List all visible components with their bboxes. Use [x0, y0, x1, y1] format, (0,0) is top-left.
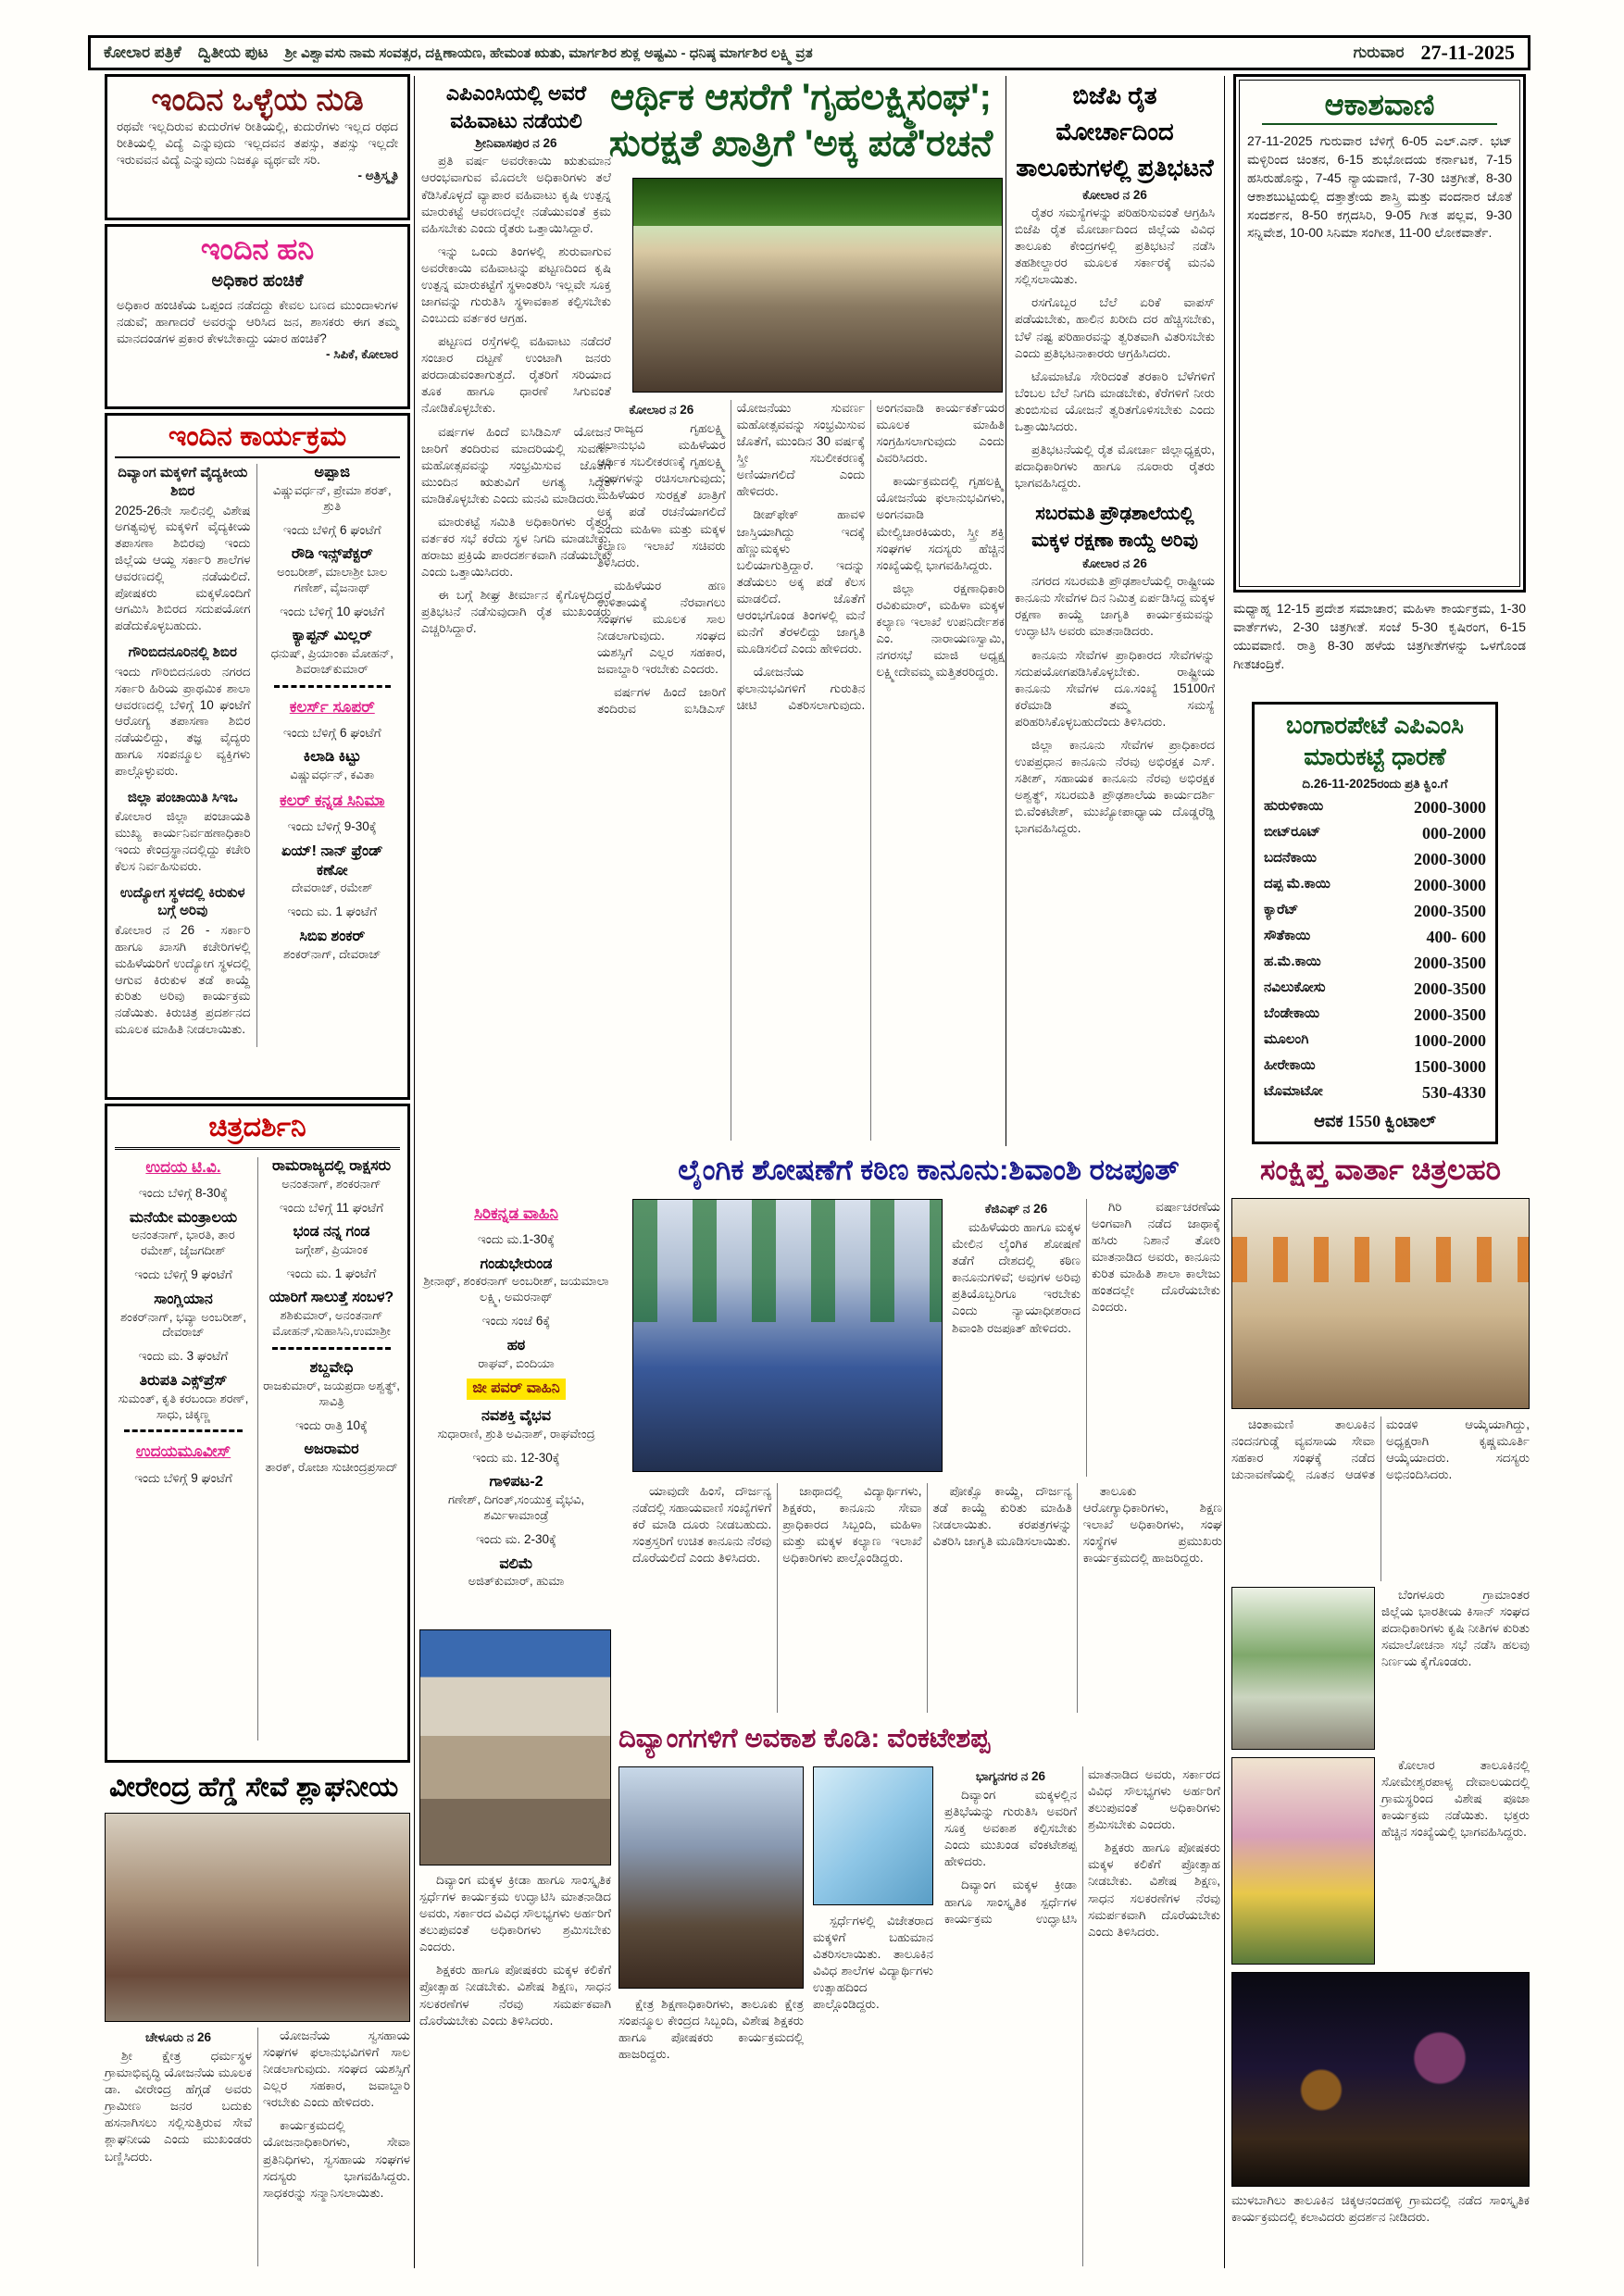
masthead-page-label: ದ್ವಿತೀಯ ಪುಟ	[197, 44, 269, 61]
event-item	[115, 643, 251, 779]
divyanga-article-below-photo	[618, 1996, 804, 2266]
commodity-name: ಬೆಂಡೇಕಾಯಿ	[1264, 1004, 1320, 1021]
tv-listing-name: ಸಿರಿಕನ್ನಡ ವಾಹಿನಿ	[474, 1204, 558, 1222]
main-dateline: ಕೋಲಾರ ನ 26	[629, 403, 694, 417]
paragraph: ಕಾರ್ಯಕ್ರಮದಲ್ಲಿ ಯೋಜನಾಧಿಕಾರಿಗಳು, ಸೇವಾ ಪ್ರತಿನಿಧಿಗಳು, ಸ್ವಸಹಾಯ ಸಂಘಗಳ ಸದಸ್ಯರು ಭಾಗವಹಿಸಿದ್ದರು. ಸಾಧಕರನ್ನು ಸನ್ಮಾನಿಸಲಾಯಿತು.	[263, 2118, 410, 2200]
tv-listing-cast: ಸುಧಾರಾಣಿ, ಶ್ರುತಿ ಅವಿನಾಶ್, ರಾಘವೇಂದ್ರ	[437, 1427, 595, 1441]
event-detail: 2025-26ನೇ ಸಾಲಿನಲ್ಲಿ ವಿಶೇಷ ಅಗತ್ಯವುಳ್ಳ ಮಕ್ಕಳಿಗೆ ವೈದ್ಯಕೀಯ ತಪಾಸಣಾ ಶಿಬಿರವು ಇಂದು ಜಿಲ್ಲೆಯ ಆಯ್ದ ಸರ್ಕಾರಿ ಶಾಲೆಗಳ ಆವರಣದಲ್ಲಿ ನಡೆಯಲಿದೆ. ಪೋಷಕರು ಮಕ್ಕಳೊಂದಿಗೆ ಆಗಮಿಸಿ ಶಿಬಿರದ ಸದುಪಯೋಗ ಪಡೆದುಕೊಳ್ಳಬಹುದು.	[115, 503, 251, 633]
tv-listing-item	[421, 1231, 611, 1248]
tv-listing-cast: ಶಂಕರ್‌ನಾಗ್, ದೇವರಾಜ್	[282, 946, 381, 961]
tv-listing-cast: ಸುಮಂತ್, ಕೃತಿ ಕರಬಂದಾ ಶರಣ್, ಸಾಧು, ಚಿಕ್ಕಣ್ಣ	[118, 1391, 249, 1421]
tv-listing-item	[263, 1441, 400, 1476]
akashavani-box	[1233, 74, 1526, 593]
paragraph: ಟೊಮಾಟೊ ಸೇರಿದಂತೆ ತರಕಾರಿ ಬೆಳೆಗಳಿಗೆ ಬೆಂಬಲ ಬೆಲೆ ನಿಗದಿ ಮಾಡಬೇಕು, ಕೆರೆಗಳಿಗೆ ನೀರು ತುಂಬಿಸುವ ಯೋಜನೆ ತ್ವರಿತಗೊಳಿಸಬೇಕು ಎಂದು ಒತ್ತಾಯಿಸಿದರು.	[1015, 368, 1215, 433]
tv-listing-name: ಇಂದು ರಾತ್ರಿ 10ಕ್ಕೆ	[295, 1417, 368, 1432]
tv-listing-name: ಜೀ ಪವರ್ ವಾಹಿನಿ	[467, 1379, 565, 1400]
paragraph: ಕೋಲಾರ ತಾಲೂಕಿನಲ್ಲಿ ಸೋಮೇಶ್ವರಪಾಳ್ಯ ದೇವಾಲಯದಲ್ಲಿ ಗ್ರಾಮಸ್ಥರಿಂದ ವಿಶೇಷ ಪೂಜಾ ಕಾರ್ಯಕ್ರಮ ನಡೆಯಿತು. ಭಕ್ತರು ಹೆಚ್ಚಿನ ಸಂಖ್ಯೆಯಲ್ಲಿ ಭಾಗವಹಿಸಿದ್ದರು.	[1381, 1758, 1530, 1840]
commodity-price: 2000-3500	[1414, 953, 1486, 972]
akashavani-schedule: 27-11-2025 ಗುರುವಾರ ಬೆಳಿಗ್ಗೆ 6-05 ಎಲ್.ಎನ್. ಭಟ್ ಮಳ್ಳಿರಿಂದ ಚಿಂತನ, 6-15 ಶುಭೋದಯ ಕರ್ನಾಟಕ, 7-15 ಹಸಿರುಹೊನ್ನು, 7-45 ನ್ಯಾಯವಾಣಿ, 7-30 ಚಿತ್ರಗೀತೆ, 8-30 ಆಕಾಶಬುಟ್ಟಿಯಲ್ಲಿ ದತ್ತಾತ್ರೇಯ ಶಾಸ್ತ್ರಿ ಮತ್ತು ವಂದನಾರ ಜೊತೆ ಸಂದರ್ಶನ, 8-50 ಕಗ್ಗದಸಿರಿ, 9-05 ಗೀತ ಪಲ್ಲವ, 9-30 ಸನ್ನಿವೇಶ, 10-00 ಸಿನಿಮಾ ಸಂಗೀತ, 11-00 ಲೋಕವಾರ್ತೆ.	[1247, 133, 1512, 241]
divyanga-article-mid	[813, 1913, 933, 2266]
tv-listing-name: ಶಬ್ದವೇಧಿ	[309, 1360, 354, 1377]
event-title: ಜಿಲ್ಲಾ ಪಂಚಾಯಿತಿ ಸಿಇಒ	[127, 789, 238, 805]
hani-body: ಅಧಿಕಾರ ಹಂಚಿಕೆಯ ಒಪ್ಪಂದ ನಡೆದದ್ದು ಕೇವಲ ಬಣದ ಮುಂದಾಳುಗಳ ನಡುವೆ; ಹಾಗಾದರೆ ಅವರನ್ನು ಆರಿಸಿದ ಜನ, ಶಾಸಕರು ಈಗ ತಮ್ಮ ಮಾನದಂಡಗಳ ಪ್ರಕಾರ ಕೇಳಬೇಕಾದ್ದು ಯಾರ ಹಂಚಿಕೆ?	[117, 298, 398, 346]
price-row	[1264, 850, 1486, 869]
photo-stage-felicitation	[105, 1813, 410, 2022]
tv-listing-name: ವಲಿಮೆ	[499, 1555, 533, 1572]
column-rule	[414, 76, 415, 2268]
tv-listing-cast: ವಿಷ್ಣುವರ್ಧನ್, ಕವಿತಾ	[290, 767, 375, 782]
tv-listing-item	[265, 627, 401, 678]
tv-listing-name: ಕಲರ್ ಕನ್ನಡ ಸಿನಿಮಾ	[280, 792, 385, 810]
price-row	[1264, 1031, 1486, 1051]
tv-listing-name: ಗಂಡುಭೇರುಂಡ	[480, 1255, 553, 1272]
photo-temple-garland	[1231, 1757, 1375, 1965]
tv-listing-name: ಇಂದು ಮ. 3 ಘಂಟೆಗೆ	[138, 1349, 229, 1364]
laingika-headline: ಲೈಂಗಿಕ ಶೋಷಣೆಗೆ ಕಠಿಣ ಕಾನೂನು:ಶಿವಾಂಶಿ ರಜಪೂತ್	[678, 1154, 1180, 1186]
event-detail: ಕೋಲಾರ ಜಿಲ್ಲಾ ಪಂಚಾಯತಿ ಮುಖ್ಯ ಕಾರ್ಯನಿರ್ವಹಣಾಧಿಕಾರಿ ಇಂದು ಕೇಂದ್ರಸ್ಥಾನದಲ್ಲಿದ್ದು ಕಚೇರಿ ಕೆಲಸ ನಿರ್ವಹಿಸುವರು.	[115, 809, 251, 873]
tv-listing-cast: ಅಂಬರೀಶ್, ಮಾಲಾಶ್ರೀ ಬಾಲ ಗಣೇಶ್, ವೈಜನಾಥ್	[277, 564, 388, 594]
tv-listing-cast: ಧನುಷ್, ಪ್ರಿಯಾಂಕಾ ಮೋಹನ್, ಶಿವರಾಜ್‌ಕುಮಾರ್	[270, 646, 394, 676]
tv-listing-name: ಇಂದು ಸಂಜೆ 6ಕ್ಕೆ	[481, 1314, 551, 1329]
tv-listing-name: ಉದಯ ಟಿ.ವಿ.	[145, 1158, 221, 1176]
tv-listing-name: ಕಿಲಾಡಿ ಕಿಟ್ಟು	[303, 749, 361, 766]
photo-flags	[633, 1200, 942, 1322]
paragraph: ವರ್ಷಗಳ ಹಿಂದೆ ಐಸಿಡಿಎಸ್ ಯೋಜನೆ ಜಾರಿಗೆ ತಂದಿರುವ ಮಾದರಿಯಲ್ಲಿ ಸುವರ್ಣ ಮಹೋತ್ಸವವನ್ನು ಸಂಭ್ರಮಿಸುವ ಜೊತೆಗೆ ಮುಂದಿನ ಋತುವಿಗೆ ಅಗತ್ಯ ಸಿದ್ಧತೆ ಮಾಡಿಕೊಳ್ಳಬೇಕು ಎಂದು ಮನವಿ ಮಾಡಿದರು.	[421, 424, 611, 505]
tv-listing-name: ಇಂದು ಮ. 2-30ಕ್ಕೆ	[476, 1532, 556, 1547]
paragraph: ಪಟ್ಟಣದ ರಸ್ತೆಗಳಲ್ಲಿ ವಹಿವಾಟು ನಡೆದರೆ ಸಂಚಾರ ದಟ್ಟಣೆ ಉಂಟಾಗಿ ಜನರು ಪರದಾಡುವಂತಾಗುತ್ತದೆ. ರೈತರಿಗೆ ಸರಿಯಾದ ತೂಕ ಹಾಗೂ ಧಾರಣೆ ಸಿಗುವಂತೆ ನೋಡಿಕೊಳ್ಳಬೇಕು.	[421, 334, 611, 416]
tv-listing-item	[115, 1157, 252, 1178]
paragraph: ಚಿಂತಾಮಣಿ ತಾಲೂಕಿನ ನಂದನಗುಡ್ಡೆ ವ್ಯವಸಾಯ ಸೇವಾ ಸಹಕಾರ ಸಂಘಕ್ಕೆ ನಡೆದ ಚುನಾವಣೆಯಲ್ಲಿ ನೂತನ ಆಡಳಿತ ಮಂಡಳಿ ಆಯ್ಕೆಯಾಗಿದ್ದು, ಅಧ್ಯಕ್ಷರಾಗಿ ಕೃಷ್ಣಮೂರ್ತಿ ಆಯ್ಕೆಯಾದರು. ಸದಸ್ಯರು ಅಭಿನಂದಿಸಿದರು.	[1231, 1417, 1530, 1482]
karyakrama-events	[115, 464, 257, 1047]
tv-listing-name: ಇಂದು ಬೆಳಿಗ್ಗೆ 6 ಘಂಟೆಗೆ	[282, 522, 381, 537]
commodity-price: 2000-3500	[1414, 979, 1486, 998]
price-row	[1264, 1005, 1486, 1025]
sankshipta-brief-2	[1381, 1587, 1530, 1750]
price-row	[1264, 876, 1486, 895]
tv-listing-name: ಅಪ್ಪಾಜಿ	[314, 465, 350, 480]
divyanga-dateline: ಭಾಗ್ಯನಗರ ನ 26	[975, 1769, 1046, 1783]
paragraph: ಪ್ರತಿಭಟನೆಯಲ್ಲಿ ರೈತ ಮೋರ್ಚಾ ಜಿಲ್ಲಾಧ್ಯಕ್ಷರು, ಪದಾಧಿಕಾರಿಗಳು ಹಾಗೂ ನೂರಾರು ರೈತರು ಭಾಗವಹಿಸಿದ್ದರು.	[1015, 443, 1215, 491]
price-row	[1264, 928, 1486, 947]
veerendra-dateline: ಚೇಳೂರು ನ 26	[144, 2030, 212, 2044]
paragraph: ಜಿಲ್ಲಾ ರಕ್ಷಣಾಧಿಕಾರಿ ರವಿಕುಮಾರ್, ಮಹಿಳಾ ಮಕ್ಕಳ ಕಲ್ಯಾಣ ಇಲಾಖೆ ಉಪನಿರ್ದೇಶಕ ಎಂ. ನಾರಾಯಣಸ್ವಾಮಿ, ನಗರಸಭೆ ಮಾಜಿ ಅಧ್ಯಕ್ಷ ಲಕ್ಷ್ಮೀದೇವಮ್ಮ ಮತ್ತಿತರರಿದ್ದರು.	[876, 580, 1005, 680]
tv-listing-cast: ಶಂಕರ್‌ನಾಗ್, ಭವ್ಯಾ ಅಂಬರೀಶ್, ದೇವರಾಜ್	[119, 1309, 246, 1340]
tv-listing-name: ಗಾಳಿಪಟ-2	[489, 1474, 543, 1491]
tv-listing-name: ಸಾಂಗ್ಲಿಯಾನ	[154, 1291, 213, 1307]
hani-title: ಇಂದಿನ ಹನಿ	[200, 232, 315, 266]
commodity-price: 530-4330	[1422, 1082, 1486, 1102]
tv-listing-item	[263, 1289, 400, 1340]
akashavani-title: ಆಕಾಶವಾಣಿ	[1262, 88, 1497, 125]
paragraph: ಕಾನೂನು ಸೇವೆಗಳ ಪ್ರಾಧಿಕಾರದ ಸೇವೆಗಳನ್ನು ಸದುಪಯೋಗಪಡಿಸಿಕೊಳ್ಳಬೇಕು. ರಾಷ್ಟ್ರೀಯ ಕಾನೂನು ಸೇವೆಗಳ ದೂ.ಸಂಖ್ಯೆ 15100ಗೆ ಕರೆಮಾಡಿ ತಮ್ಮ ಸಮಸ್ಯೆ ಪರಿಹರಿಸಿಕೊಳ್ಳಬಹುದೆಂದು ತಿಳಿಸಿದರು.	[1015, 647, 1215, 729]
commodity-name: ನವಿಲುಕೋಸು	[1264, 979, 1326, 995]
commodity-name: ಮೂಲಂಗಿ	[1264, 1030, 1309, 1047]
tv-listing-name: ಇಂದು ಮ. 1 ಘಂಟೆಗೆ	[287, 905, 377, 919]
paragraph: ಇನ್ನು ಒಂದು ತಿಂಗಳಲ್ಲಿ ಶುರುವಾಗುವ ಅವರೇಕಾಯಿ ವಹಿವಾಟನ್ನು ಪಟ್ಟಣದಿಂದ ಕೃಷಿ ಉತ್ಪನ್ನ ಮಾರುಕಟ್ಟೆಗೆ ಸ್ಥಳಾಂತರಿಸಿ ಇಲ್ಲವೇ ಸೂಕ್ತ ಜಾಗವನ್ನು ಗುರುತಿಸಿ ಸ್ಥಳಾವಕಾಶ ಕಲ್ಪಿಸಬೇಕು ಎಂಬುದು ವರ್ತಕರ ಆಗ್ರಹ.	[421, 243, 611, 326]
tv-listing-name: ಇಂದು ಮ.1-30ಕ್ಕೆ	[477, 1232, 556, 1247]
tv-listing-name: ಉದಯಮೂವೀಸ್	[135, 1442, 231, 1461]
paragraph: ಮಹಿಳೆಯರ ಹಣ ಉಳಿತಾಯಕ್ಕೆ ನೆರವಾಗಲು ಸಂಘಗಳ ಮೂಲಕ ಸಾಲ ನೀಡಲಾಗುವುದು. ಸಂಘದ ಯಶಸ್ಸಿಗೆ ಎಲ್ಲರ ಸಹಕಾರ, ಜವಾಬ್ದಾರಿ ಇರಬೇಕು ಎಂದರು.	[597, 578, 726, 677]
tv-listing-name: ತಿರುಪತಿ ಎಕ್ಸ್‌ಪ್ರೆಸ್	[139, 1372, 228, 1389]
tv-listing-name: ಇಂದು ಬೆಳಿಗ್ಗೆ 8-30ಕ್ಕೆ	[139, 1186, 228, 1201]
paragraph: ಯೋಜನೆಯ ಫಲಾನುಭವಿಗಳಿಗೆ ಗುರುತಿನ ಚೀಟಿ ವಿತರಿಸಲಾಗುವುದು. ಅಂಗನವಾಡಿ ಕಾರ್ಯಕರ್ತೆಯರ ಮೂಲಕ ಮಾಹಿತಿ ಸಂಗ್ರಹಿಸಲಾಗುವುದು ಎಂದು ವಿವರಿಸಿದರು.	[736, 401, 1005, 713]
good-word-body: ರಥವೇ ಇಲ್ಲದಿರುವ ಕುದುರೆಗಳ ರೀತಿಯಲ್ಲಿ, ಕುದುರೆಗಳು ಇಲ್ಲದ ರಥದ ರೀತಿಯಲ್ಲಿ ವಿದ್ಯೆ ಎನ್ನುವುದು ಇಲ್ಲದವನ ತಪಸ್ಸು, ತಪಸ್ಸು ಇಲ್ಲದೇ ಇರುವವನ ವಿದ್ಯೆ ಎನ್ನುವುದು ನಿಜಕ್ಕೂ ವ್ಯರ್ಥವೇ ಸರಿ.	[117, 119, 398, 168]
market-rows	[1264, 798, 1486, 1103]
photo-turbans	[1232, 1237, 1529, 1283]
tv-listing-item	[263, 1417, 400, 1434]
paragraph: ಶ್ರೀ ಕ್ಷೇತ್ರ ಧರ್ಮಸ್ಥಳ ಗ್ರಾಮಾಭಿವೃದ್ಧಿ ಯೋಜನೆಯ ಮೂಲಕ ಡಾ. ವೀರೇಂದ್ರ ಹೆಗ್ಗಡೆ ಅವರು ಗ್ರಾಮೀಣ ಜನರ ಬದುಕು ಹಸನಾಗಿಸಲು ಸಲ್ಲಿಸುತ್ತಿರುವ ಸೇವೆ ಶ್ಲಾಘನೀಯ ಎಂದು ಮುಖಂಡರು ಬಣ್ಣಿಸಿದರು.	[105, 2049, 252, 2164]
tv-listing-item	[421, 1555, 611, 1591]
tv-listing-item	[421, 1450, 611, 1466]
divyanga-article-left	[419, 1872, 611, 2266]
paragraph: ಶಿಕ್ಷಕರು ಹಾಗೂ ಪೋಷಕರು ಮಕ್ಕಳ ಕಲಿಕೆಗೆ ಪ್ರೋತ್ಸಾಹ ನೀಡಬೇಕು. ವಿಶೇಷ ಶಿಕ್ಷಣ, ಸಾಧನ ಸಲಕರಣೆಗಳ ನೆರವು ಸಮರ್ಪಕವಾಗಿ ದೊರೆಯಬೇಕು ಎಂದು ತಿಳಿಸಿದರು.	[419, 1963, 611, 2028]
sabarmati-headline: ಸಬರಮತಿ ಪ್ರೌಢಶಾಲೆಯಲ್ಲಿ ಮಕ್ಕಳ ರಕ್ಷಣಾ ಕಾಯ್ದೆ ಅರಿವು	[1031, 504, 1198, 552]
paragraph: ವರ್ಷಗಳ ಹಿಂದೆ ಜಾರಿಗೆ ತಂದಿರುವ ಐಸಿಡಿಎಸ್ ಯೋಜನೆಯು ಸುವರ್ಣ ಮಹೋತ್ಸವವನ್ನು ಸಂಭ್ರಮಿಸುವ ಜೊತೆಗೆ, ಮುಂದಿನ 30 ವರ್ಷಕ್ಕೆ ಸ್ತ್ರೀ ಸಬಲೀಕರಣಕ್ಕೆ ಅಣಿಯಾಗಲಿದೆ ಎಂದು ಹೇಳಿದರು.	[597, 401, 866, 717]
photo-kisan-meeting	[1231, 1587, 1375, 1750]
paragraph: ತಾಲೂಕು ಆರೋಗ್ಯಾಧಿಕಾರಿಗಳು, ಶಿಕ್ಷಣ ಇಲಾಖೆ ಅಧಿಕಾರಿಗಳು, ಸಂಘ ಸಂಸ್ಥೆಗಳ ಪ್ರಮುಖರು ಕಾರ್ಯಕ್ರಮದಲ್ಲಿ ಹಾಜರಿದ್ದರು.	[1082, 1484, 1222, 1566]
apmc-headline: ಎಪಿಎಂಸಿಯಲ್ಲಿ ಅವರೆ ವಹಿವಾಟು ನಡೆಯಲಿ	[445, 81, 587, 132]
tv-listing-item	[421, 1473, 611, 1524]
good-word-box	[105, 74, 410, 220]
main-headline-line1: ಆರ್ಥಿಕ ಆಸರೆಗೆ 'ಗೃಹಲಕ್ಷ್ಮಿಸಂಘ';	[610, 77, 992, 118]
sankshipta-brief-3	[1381, 1757, 1530, 1965]
commodity-name: ಹುರುಳಿಕಾಯಿ	[1264, 797, 1324, 814]
tv-listing-item	[265, 791, 401, 811]
tv-listing-name: ಮನೆಯೇ ಮಂತ್ರಾಲಯ	[129, 1209, 238, 1226]
apmc-article	[421, 80, 611, 643]
tv-listing-name: ರಾಮರಾಜ್ಯದಲ್ಲಿ ರಾಕ್ಷಸರು	[271, 1158, 392, 1174]
tv-listing-item	[265, 904, 401, 920]
tv-listing-name: ಏಯ್! ನಾನ್ ಫ್ರೆಂಡ್ ಕಣೋ	[281, 842, 383, 879]
sabarmati-dateline: ಕೋಲಾರ ನ 26	[1082, 556, 1147, 571]
tv-listing-cast: ಅಜಿತ್‌ಕುಮಾರ್, ಹುಮಾ	[468, 1574, 565, 1589]
sankshipta-title: ಸಂಕ್ಷಿಪ್ತ ವಾರ್ತಾ ಚಿತ್ರಲಹರಿ	[1259, 1154, 1502, 1186]
laingika-dateline: ಕೆಜಿಎಫ್ ನ 26	[984, 1202, 1048, 1216]
tv-listing-item	[272, 1347, 391, 1350]
paragraph: ರಸಗೊಬ್ಬರ ಬೆಲೆ ಏರಿಕೆ ವಾಪಸ್ ಪಡೆಯಬೇಕು, ಹಾಲಿನ ಖರೀದಿ ದರ ಹೆಚ್ಚಿಸಬೇಕು, ಬೆಳೆ ನಷ್ಟ ಪರಿಹಾರವನ್ನು ತ್ವರಿತವಾಗಿ ವಿತರಿಸಬೇಕು ಎಂದು ಪ್ರತಿಭಟನಾಕಾರರು ಆಗ್ರಹಿಸಿದರು.	[1015, 295, 1215, 360]
tv-listing-item	[115, 1470, 252, 1487]
commodity-price: 2000-3500	[1414, 1004, 1486, 1024]
paragraph: ಯಾವುದೇ ಹಿಂಸೆ, ದೌರ್ಜನ್ಯ ನಡೆದಲ್ಲಿ ಸಹಾಯವಾಣಿ ಸಂಖ್ಯೆಗಳಿಗೆ ಕರೆ ಮಾಡಿ ದೂರು ನೀಡಬಹುದು. ಸಂತ್ರಸ್ತರಿಗೆ ಉಚಿತ ಕಾನೂನು ನೆರವು ದೊರೆಯಲಿದೆ ಎಂದು ತಿಳಿಸಿದರು.	[632, 1484, 772, 1566]
commodity-name: ಸೌತೆಕಾಯಿ	[1264, 927, 1311, 943]
paragraph: ಕಾರ್ಯಕ್ರಮದಲ್ಲಿ ಗೃಹಲಕ್ಷ್ಮಿ ಯೋಜನೆಯ ಫಲಾನುಭವಿಗಳು, ಅಂಗನವಾಡಿ ಮೇಲ್ವಿಚಾರಕಿಯರು, ಸ್ತ್ರೀ ಶಕ್ತಿ ಸಂಘಗಳ ಸದಸ್ಯರು ಹೆಚ್ಚಿನ ಸಂಖ್ಯೆಯಲ್ಲಿ ಭಾಗವಹಿಸಿದ್ದರು.	[876, 474, 1005, 572]
apmc-dateline: ಶ್ರೀನಿವಾಸಪುರ ನ 26	[475, 136, 557, 151]
tv-listing-item	[265, 748, 401, 783]
price-row	[1264, 824, 1486, 843]
tv-listing-item	[265, 928, 401, 963]
price-row	[1264, 980, 1486, 999]
tv-listing-item	[421, 1531, 611, 1548]
paragraph: ಗಿರಿ ವರ್ಷಾಚರಣೆಯ ಅಂಗವಾಗಿ ನಡೆದ ಜಾಥಾಕ್ಕೆ ಹಸಿರು ನಿಶಾನೆ ತೋರಿ ಮಾತನಾಡಿದ ಅವರು, ಕಾನೂನು ಕುರಿತ ಮಾಹಿತಿ ಶಾಲಾ ಕಾಲೇಜು ಹಂತದಲ್ಲೇ ದೊರೆಯಬೇಕು ಎಂದರು.	[1092, 1200, 1220, 1315]
paragraph: ಪ್ರತಿ ವರ್ಷ ಅವರೇಕಾಯಿ ಋತುಮಾನ ಆರಂಭವಾಗುವ ಮೊದಲೇ ಅಧಿಕಾರಿಗಳು ತಲೆ ಕೆಡಿಸಿಕೊಳ್ಳದೆ ವ್ಯಾಪಾರ ವಹಿವಾಟು ಕೃಷಿ ಉತ್ಪನ್ನ ಮಾರುಕಟ್ಟೆ ಆವರಣದಲ್ಲೇ ನಡೆಯುವಂತೆ ಕ್ರಮ ವಹಿಸಬೇಕು ಎಂದು ರೈತರು ಒತ್ತಾಯಿಸಿದ್ದಾರೆ.	[421, 154, 611, 235]
tv-listing-name: ಇಂದು ಬೆಳಿಗ್ಗೆ 9 ಘಂಟೆಗೆ	[134, 1267, 232, 1282]
price-row	[1264, 954, 1486, 973]
tv-listing-item	[265, 545, 401, 596]
commodity-name: ಬೀಟ್‌ರೂಟ್	[1264, 823, 1321, 840]
tv-listing-item	[124, 1429, 243, 1432]
tv-listing-item	[265, 818, 401, 835]
veerendra-article	[105, 2028, 410, 2266]
tv-listing-item	[421, 1407, 611, 1442]
paragraph: ಪೋಕ್ಸೊ ಕಾಯ್ದೆ, ದೌರ್ಜನ್ಯ ತಡೆ ಕಾಯ್ದೆ ಕುರಿತು ಮಾಹಿತಿ ನೀಡಲಾಯಿತು. ಕರಪತ್ರಗಳನ್ನು ವಿತರಿಸಿ ಜಾಗೃತಿ ಮೂಡಿಸಲಾಯಿತು.	[932, 1484, 1072, 1549]
akashavani-schedule-cont: ಮಧ್ಯಾಹ್ನ 12-15 ಪ್ರದೇಶ ಸಮಾಚಾರ; ಮಹಿಳಾ ಕಾರ್ಯಕ್ರಮ, 1-30 ವಾರ್ತೆಗಳು, 2-30 ಚಿತ್ರಗೀತೆ. ಸಂಜೆ 5-30 ಕೃಷಿರಂಗ, 6-15 ಯುವವಾಣಿ. ರಾತ್ರಿ 8-30 ಹಳೆಯ ಚಿತ್ರಗೀತೆಗಳನ್ನು ಒಳಗೊಂಡ ಗೀತಚಂದ್ರಿಕೆ.	[1233, 601, 1526, 671]
tv-listing-cast: ಅನಂತನಾಗ್, ಭಾರತಿ, ತಾರ ರಮೇಶ್, ಜೈಜಗದೀಶ್	[131, 1228, 235, 1258]
main-headline-line2: ಸುರಕ್ಷತೆ ಖಾತ್ರಿಗೆ 'ಅಕ್ಕ ಪಡೆ'ರಚನೆ	[608, 123, 993, 164]
commodity-name: ಟೊಮಾಟೋ	[1264, 1082, 1323, 1099]
tv-listing-item	[421, 1255, 611, 1306]
paragraph: ಜಿಲ್ಲಾ ಕಾನೂನು ಸೇವೆಗಳ ಪ್ರಾಧಿಕಾರದ ಉಪಪ್ರಧಾನ ಕಾನೂನು ನೆರವು ಅಭಿರಕ್ಷಕ ಎಸ್. ಸತೀಶ್, ಸಹಾಯಕ ಕಾನೂನು ನೆರವು ಅಭಿರಕ್ಷಕ ಅಶ್ವತ್ಥ್, ಸಬರಮತಿ ಪ್ರೌಢಶಾಲೆಯ ಕಾರ್ಯದರ್ಶಿ ಬಿ.ವೆಂಕಟೇಶ್, ಮುಖ್ಯೋಪಾಧ್ಯಾಯ ದೊಡ್ಡರೆಡ್ಡಿ ಭಾಗವಹಿಸಿದ್ದರು.	[1015, 737, 1215, 836]
event-detail: ಇಂದು ಗೌರಿಬಿದನೂರು ನಗರದ ಸರ್ಕಾರಿ ಹಿರಿಯ ಪ್ರಾಥಮಿಕ ಶಾಲಾ ಆವರಣದಲ್ಲಿ ಬೆಳಿಗ್ಗೆ 10 ಘಂಟೆಗೆ ಆರೋಗ್ಯ ತಪಾಸಣಾ ಶಿಬಿರ ನಡೆಯಲಿದ್ದು, ತಜ್ಞ ವೈದ್ಯರು ಹಾಗೂ ಸಂಪನ್ಮೂಲ ವ್ಯಕ್ತಿಗಳು ಪಾಲ್ಗೊಳ್ಳುವರು.	[115, 664, 251, 778]
event-title: ದಿವ್ಯಾಂಗ ಮಕ್ಕಳಿಗೆ ವೈದ್ಯಕೀಯ ಶಿಬಿರ	[118, 465, 248, 499]
photo-speaker-podium	[618, 1766, 804, 1989]
tv-listing-item	[115, 1372, 252, 1423]
karyakrama-cinema	[265, 464, 401, 1047]
tv-listing-name: ಹಠ	[506, 1337, 526, 1354]
laingika-article-bottom	[632, 1483, 1222, 1713]
event-item	[115, 464, 251, 634]
commodity-name: ಕ್ಯಾರೆಟ್	[1264, 901, 1299, 917]
photo-awareness-rally	[632, 1199, 943, 1472]
hani-byline: - ಸಿಪಿಕೆ, ಕೋಲಾರ	[326, 347, 398, 362]
bjp-article	[1015, 78, 1215, 843]
chitradarshini-listings	[115, 1157, 400, 1741]
photo-night-cultural-event	[1231, 1972, 1530, 2187]
event-detail: ಕೋಲಾರ ನ 26 - ಸರ್ಕಾರಿ ಹಾಗೂ ಖಾಸಗಿ ಕಚೇರಿಗಳಲ್ಲಿ ಮಹಿಳೆಯರಿಗೆ ಉದ್ಯೋಗ ಸ್ಥಳದಲ್ಲಿ ಆಗುವ ಕಿರುಕುಳ ತಡೆ ಕಾಯ್ದೆ ಕುರಿತು ಅರಿವು ಕಾರ್ಯಕ್ರಮ ನಡೆಯಿತು. ಕಿರುಚಿತ್ರ ಪ್ರದರ್ಶನದ ಮೂಲಕ ಮಾಹಿತಿ ನೀಡಲಾಯಿತು.	[115, 923, 251, 1037]
masthead-day: ಗುರುವಾರ	[1353, 44, 1405, 61]
tv-listing-name: ಅಜರಾಮರ	[304, 1441, 359, 1458]
paragraph: ರಾಜ್ಯದ ಗೃಹಲಕ್ಷ್ಮಿ ಫಲಾನುಭವಿ ಮಹಿಳೆಯರ ಆರ್ಥಿಕ ಸಬಲೀಕರಣಕ್ಕೆ ಗೃಹಲಕ್ಷ್ಮಿ ಸಂಘಗಳನ್ನು ರಚಿಸಲಾಗುವುದು; ಮಹಿಳೆಯರ ಸುರಕ್ಷತೆ ಖಾತ್ರಿಗೆ ಅಕ್ಕ ಪಡೆ ರಚನೆಯಾಗಲಿದೆ ಎಂದು ಮಹಿಳಾ ಮತ್ತು ಮಕ್ಕಳ ಕಲ್ಯಾಣ ಇಲಾಖೆ ಸಚಿವರು ತಿಳಿಸಿದರು.	[597, 421, 726, 569]
tv-listing-item	[115, 1209, 252, 1260]
tv-listing-cast: ಅನಂತನಾಗ್, ಶಂಕರನಾಗ್	[281, 1176, 381, 1191]
commodity-price: 2000-3000	[1414, 849, 1486, 868]
commodity-price: 400- 600	[1426, 927, 1486, 946]
commodity-price: 2000-3000	[1414, 875, 1486, 894]
tv-listing-item	[421, 1313, 611, 1329]
hani-box	[105, 224, 410, 409]
tv-listing-item	[263, 1359, 400, 1410]
price-row	[1264, 1057, 1486, 1077]
karyakrama-title: ಇಂದಿನ ಕಾರ್ಯಕ್ರಮ	[115, 421, 400, 458]
masthead-date: 27-11-2025	[1420, 41, 1515, 64]
tv-listing-name: ಕಲರ್ಸ್ ಸೂಪರ್	[289, 697, 375, 716]
event-title: ಉದ್ಯೋಗ ಸ್ಥಳದಲ್ಲಿ ಕಿರುಕುಳ ಬಗ್ಗೆ ಅರಿವು	[119, 884, 245, 919]
paragraph: ಮಾರುಕಟ್ಟೆ ಸಮಿತಿ ಅಧಿಕಾರಿಗಳು ರೈತರ, ವರ್ತಕರ ಸಭೆ ಕರೆದು ಸ್ಥಳ ನಿಗದಿ ಮಾಡಬೇಕು. ಹರಾಜು ಪ್ರಕ್ರಿಯೆ ಪಾರದರ್ಶಕವಾಗಿ ನಡೆಯಬೇಕು ಎಂದು ಒತ್ತಾಯಿಸಿದರು.	[421, 514, 611, 580]
tv-listing-item	[115, 1441, 252, 1462]
tv-listing-item	[263, 1266, 400, 1282]
chitradarshini-title: ಚಿತ್ರದರ್ಶಿನಿ	[115, 1112, 400, 1150]
tv-listing-item	[421, 1337, 611, 1372]
paragraph: ಶಿಕ್ಷಕರು ಹಾಗೂ ಪೋಷಕರು ಮಕ್ಕಳ ಕಲಿಕೆಗೆ ಪ್ರೋತ್ಸಾಹ ನೀಡಬೇಕು. ವಿಶೇಷ ಶಿಕ್ಷಣ, ಸಾಧನ ಸಲಕರಣೆಗಳ ನೆರವು ಸಮರ್ಪಕವಾಗಿ ದೊರೆಯಬೇಕು ಎಂದು ತಿಳಿಸಿದರು.	[1088, 1841, 1220, 1939]
commodity-price: 1000-2000	[1414, 1030, 1486, 1050]
tv-listing-name: ಇಂದು ಬೆಳಿಗ್ಗೆ 9-30ಕ್ಕೆ	[287, 819, 377, 834]
main-article-body	[597, 400, 1005, 718]
price-row	[1264, 902, 1486, 921]
masthead	[88, 35, 1530, 70]
tv-listing-item	[115, 1185, 252, 1202]
bjp-body	[1015, 205, 1215, 492]
commodity-name: ಬದನೆಕಾಯಿ	[1264, 849, 1317, 866]
paragraph: ಜಾಥಾದಲ್ಲಿ ವಿದ್ಯಾರ್ಥಿಗಳು, ಶಿಕ್ಷಕರು, ಕಾನೂನು ಸೇವಾ ಪ್ರಾಧಿಕಾರದ ಸಿಬ್ಬಂದಿ, ಮಹಿಳಾ ಮತ್ತು ಮಕ್ಕಳ ಕಲ್ಯಾಣ ಇಲಾಖೆ ಅಧಿಕಾರಿಗಳು ಪಾಲ್ಗೊಂಡಿದ್ದರು.	[782, 1484, 922, 1566]
tv-listing-name: ಇಂದು ಮ. 12-30ಕ್ಕೆ	[472, 1450, 560, 1465]
tv-listing-cast: ರಾಘವ್, ಬಿಂದಿಯಾ	[478, 1355, 555, 1370]
tv-listing-name: ಇಂದು ಬೆಳಿಗ್ಗೆ 6 ಘಂಟೆಗೆ	[282, 725, 381, 740]
commodity-name: ದಪ್ಪ ಮೆ.ಕಾಯಿ	[1264, 875, 1330, 892]
photo-gruhalakshmi-event	[632, 178, 1003, 393]
main-headline	[597, 74, 1005, 167]
tv-listing-cast: ರಾಜಕುಮಾರ್, ಜಯಪ್ರದಾ ಅಶ್ವತ್ಥ್, ಸಾವಿತ್ರಿ	[263, 1378, 400, 1408]
tv-listing-item	[421, 1204, 611, 1224]
commodity-price: 2000-3500	[1414, 901, 1486, 920]
paragraph: ಯೋಜನೆಯ ಸ್ವಸಹಾಯ ಸಂಘಗಳ ಫಲಾನುಭವಿಗಳಿಗೆ ಸಾಲ ನೀಡಲಾಗುವುದು. ಸಂಘದ ಯಶಸ್ಸಿಗೆ ಎಲ್ಲರ ಸಹಕಾರ, ಜವಾಬ್ದಾರಿ ಇರಬೇಕು ಎಂದು ಹೇಳಿದರು.	[263, 2028, 410, 2110]
paragraph: ದಿವ್ಯಾಂಗ ಮಕ್ಕಳಲ್ಲಿನ ಪ್ರತಿಭೆಯನ್ನು ಗುರುತಿಸಿ ಅವರಿಗೆ ಸೂಕ್ತ ಅವಕಾಶ ಕಲ್ಪಿಸಬೇಕು ಎಂದು ಮುಖಂಡ ವೆಂಕಟೇಶಪ್ಪ ಹೇಳಿದರು.	[944, 1788, 1077, 1869]
tv-listing-item	[274, 685, 392, 688]
masthead-brand: ಕೋಲಾರ ಪತ್ರಿಕೆ	[104, 44, 181, 61]
paragraph: ಸ್ಪರ್ಧೆಗಳಲ್ಲಿ ವಿಜೇತರಾದ ಮಕ್ಕಳಿಗೆ ಬಹುಮಾನ ವಿತರಿಸಲಾಯಿತು. ತಾಲೂಕಿನ ವಿವಿಧ ಶಾಲೆಗಳ ವಿದ್ಯಾರ್ಥಿಗಳು ಉತ್ಸಾಹದಿಂದ ಪಾಲ್ಗೊಂಡಿದ್ದರು.	[813, 1914, 933, 2012]
photo-divyanga-poster	[813, 1766, 933, 1905]
photo-banner	[633, 179, 1002, 226]
tv-listing-name: ಕ್ಯಾಪ್ಟನ್ ಮಿಲ್ಲರ್	[292, 628, 372, 644]
paragraph: ರೈತರ ಸಮಸ್ಯೆಗಳನ್ನು ಪರಿಹರಿಸುವಂತೆ ಆಗ್ರಹಿಸಿ ಬಿಜೆಪಿ ರೈತ ಮೋರ್ಚಾದಿಂದ ಜಿಲ್ಲೆಯ ವಿವಿಧ ತಾಲೂಕು ಕೇಂದ್ರಗಳಲ್ಲಿ ಪ್ರತಿಭಟನೆ ನಡೆಸಿ ತಹಶೀಲ್ದಾರರ ಮೂಲಕ ಸರ್ಕಾರಕ್ಕೆ ಮನವಿ ಸಲ್ಲಿಸಲಾಯಿತು.	[1015, 206, 1215, 287]
tv-listing-name: ಇಂದು ಬೆಳಿಗ್ಗೆ 11 ಘಂಟೆಗೆ	[279, 1200, 384, 1215]
night-photo-caption: ಮುಳಬಾಗಿಲು ತಾಲೂಕಿನ ಚಿಕ್ಕಆನಂದಹಳ್ಳಿ ಗ್ರಾಮದಲ್ಲಿ ನಡೆದ ಸಾಂಸ್ಕೃತಿಕ ಕಾರ್ಯಕ್ರಮದಲ್ಲಿ ಕಲಾವಿದರು ಪ್ರದರ್ಶನ ನೀಡಿದರು.	[1231, 2193, 1530, 2225]
divyanga-article-right	[944, 1766, 1220, 2266]
sabarmati-body	[1015, 573, 1215, 837]
tv-listing-name: ಭಂಡ ನನ್ನ ಗಂಡ	[293, 1224, 370, 1241]
apmc-body	[421, 153, 611, 637]
commodity-price: 1500-3000	[1414, 1056, 1486, 1076]
tv-listing-item	[115, 1291, 252, 1341]
karyakrama-box	[105, 413, 410, 1100]
laingika-article-right	[952, 1199, 1220, 1477]
tv-listing-item	[265, 697, 401, 718]
paragraph: ಕ್ಷೇತ್ರ ಶಿಕ್ಷಣಾಧಿಕಾರಿಗಳು, ತಾಲೂಕು ಕ್ಷೇತ್ರ ಸಂಪನ್ಮೂಲ ಕೇಂದ್ರದ ಸಿಬ್ಬಂದಿ, ವಿಶೇಷ ಶಿಕ್ಷಕರು ಹಾಗೂ ಪೋಷಕರು ಕಾರ್ಯಕ್ರಮದಲ್ಲಿ ಹಾಜರಿದ್ದರು.	[618, 1997, 804, 2062]
tv-listing-name: ಸಿಬಿಐ ಶಂಕರ್	[299, 928, 366, 944]
event-item	[115, 884, 251, 1038]
bjp-headline: ಬಿಜೆಪಿ ರೈತ ಮೋರ್ಚಾದಿಂದ ತಾಲೂಕುಗಳಲ್ಲಿ ಪ್ರತಿಭಟನೆ	[1016, 81, 1214, 181]
commodity-price: 2000-3000	[1414, 797, 1486, 817]
tv-listing-item	[265, 604, 401, 620]
market-title-line2: ಮಾರುಕಟ್ಟೆ ಧಾರಣೆ	[1304, 742, 1446, 770]
photo-program-banner	[419, 1629, 611, 1866]
sankshipta-brief-1	[1231, 1416, 1530, 1581]
market-subtitle: ದಿ.26-11-2025ರಂದು ಪ್ರತಿ ಕ್ವಿಂ.ಗೆ	[1302, 776, 1448, 791]
event-item	[115, 789, 251, 875]
commodity-name: ಹ.ಮೆ.ಕಾಯಿ	[1264, 953, 1321, 969]
masthead-panchanga: ಶ್ರೀ ವಿಶ್ವಾವಸು ನಾಮ ಸಂವತ್ಸರ, ದಕ್ಷಿಣಾಯಣ, ಹೇಮಂತ ಋತು, ಮಾರ್ಗಶಿರ ಶುಕ್ಲ ಅಷ್ಟಮಿ - ಧನಿಷ್ಠ ಮಾರ್ಗಶಿರ ಲಕ್ಷ್ಮಿ ವ್ರತ	[284, 44, 813, 61]
market-title-line1: ಬಂಗಾರಪೇಟೆ ಎಪಿಎಂಸಿ	[1286, 711, 1464, 739]
tv-listing-cast: ಗಣೇಶ್, ದಿಗಂತ್,ಸಂಯುಕ್ತ ವೈಭವಿ, ಶರ್ಮಿಳಾಮಾಂಡ್ರೆ	[447, 1492, 585, 1523]
bjp-dateline: ಕೋಲಾರ ನ 26	[1082, 188, 1147, 202]
price-row	[1264, 1083, 1486, 1103]
paragraph: ಮಹಿಳೆಯರು ಹಾಗೂ ಮಕ್ಕಳ ಮೇಲಿನ ಲೈಂಗಿಕ ಶೋಷಣೆ ತಡೆಗೆ ದೇಶದಲ್ಲಿ ಕಠಿಣ ಕಾನೂನುಗಳಿವೆ; ಅವುಗಳ ಅರಿವು ಪ್ರತಿಯೊಬ್ಬರಿಗೂ ಇರಬೇಕು ಎಂದು ನ್ಯಾಯಾಧೀಶರಾದ ಶಿವಾಂಶಿ ರಜಪೂತ್ ಹೇಳಿದರು.	[952, 1220, 1081, 1335]
commodity-name: ಹೀರೇಕಾಯಿ	[1264, 1056, 1316, 1073]
tv-listing-item	[265, 464, 401, 515]
tv-listing-item	[263, 1223, 400, 1258]
tv-listing-item	[263, 1200, 400, 1217]
tv-listing-item	[263, 1157, 400, 1192]
photo-honourees-group	[1231, 1198, 1530, 1409]
tv-listing-cast: ದೇವರಾಜ್, ರಮೇಶ್	[292, 880, 373, 895]
good-word-title: ಇಂದಿನ ಒಳ್ಳೆಯ ನುಡಿ	[151, 82, 364, 118]
tv-listing-name: ನವಶಕ್ತಿ ವೈಭವ	[481, 1408, 551, 1425]
price-row	[1264, 798, 1486, 817]
tv-listing-item	[265, 842, 401, 896]
tv-listing-name: ಯಾರಿಗೆ ಸಾಲುತ್ತೆ ಸಂಬಳ?	[269, 1290, 394, 1306]
tv-listing-item	[115, 1267, 252, 1283]
veerendra-headline: ವೀರೇಂದ್ರ ಹೆಗ್ಡೆ ಸೇವೆ ಶ್ಲಾಘನೀಯ	[109, 1772, 399, 1803]
tv-listing-cast: ತಾರಕ್, ರೋಜಾ ಸುಚೀಂದ್ರಪ್ರಸಾದ್	[265, 1459, 398, 1474]
commodity-price: 000-2000	[1422, 823, 1486, 842]
tv-listing-cast: ಜಗ್ಗೇಶ್, ಪ್ರಿಯಾಂಕ	[294, 1242, 369, 1257]
tv-listing-item	[115, 1348, 252, 1365]
tv-listing-item	[265, 522, 401, 539]
tv-listing-item	[421, 1379, 611, 1400]
market-price-box	[1252, 702, 1498, 1144]
main-article	[597, 400, 1005, 1141]
tv-listing-cast: ವಿಷ್ಣುವರ್ಧನ್, ಪ್ರೇಮಾ ಶರತ್, ಶ್ರುತಿ	[272, 482, 392, 513]
hani-subtitle: ಅಧಿಕಾರ ಹಂಚಿಕೆ	[211, 271, 304, 291]
paragraph: ಡೀಪ್‌ಫೇಕ್ ಹಾವಳಿ ಜಾಸ್ತಿಯಾಗಿದ್ದು ಇದಕ್ಕೆ ಹೆಣ್ಣುಮಕ್ಕಳು ಬಲಿಯಾಗುತ್ತಿದ್ದಾರೆ. ಇದನ್ನು ತಡೆಯಲು ಅಕ್ಕ ಪಡೆ ಕೆಲಸ ಮಾಡಲಿದೆ. ಜೊತೆಗೆ ಆರಂಭಗೊಂಡ ತಿಂಗಳಲ್ಲಿ ಮನೆ ಮನೆಗೆ ತೆರಳಲಿದ್ದು ಜಾಗೃತಿ ಮೂಡಿಸಲಿದೆ ಎಂದು ಹೇಳಿದರು.	[736, 507, 866, 656]
tv-listing-name: ಇಂದು ಬೆಳಿಗ್ಗೆ 9 ಘಂಟೆಗೆ	[134, 1470, 232, 1485]
good-word-byline: - ಅತ್ರಿಸ್ಮೃತಿ	[357, 168, 398, 183]
paragraph: ನಗರದ ಸಬರಮತಿ ಪ್ರೌಢಶಾಲೆಯಲ್ಲಿ ರಾಷ್ಟ್ರೀಯ ಕಾನೂನು ಸೇವೆಗಳ ದಿನ ನಿಮಿತ್ತ ಏರ್ಪಡಿಸಿದ್ದ ಮಕ್ಕಳ ರಕ್ಷಣಾ ಕಾಯ್ದೆ ಜಾಗೃತಿ ಕಾರ್ಯಕ್ರಮವನ್ನು ಉದ್ಘಾಟಿಸಿ ಅವರು ಮಾತನಾಡಿದರು.	[1015, 574, 1215, 639]
paragraph: ದಿವ್ಯಾಂಗ ಮಕ್ಕಳ ಕ್ರೀಡಾ ಹಾಗೂ ಸಾಂಸ್ಕೃತಿಕ ಸ್ಪರ್ಧೆಗಳ ಕಾರ್ಯಕ್ರಮ ಉದ್ಘಾಟಿಸಿ ಮಾತನಾಡಿದ ಅವರು, ಸರ್ಕಾರದ ವಿವಿಧ ಸೌಲಭ್ಯಗಳು ಅರ್ಹರಿಗೆ ತಲುಪುವಂತೆ ಅಧಿಕಾರಿಗಳು ಶ್ರಮಿಸಬೇಕು ಎಂದರು.	[419, 1873, 611, 1954]
tv-listing-name: ಇಂದು ಮ. 1 ಘಂಟೆಗೆ	[286, 1266, 377, 1280]
event-title: ಗೌರಿಬಿದನೂರಿನಲ್ಲಿ ಶಿಬಿರ	[128, 644, 237, 661]
tv-listing-cast: ಶಶಿಕುಮಾರ್, ಅನಂತನಾಗ್ ಮೋಹನ್,ಸುಹಾಸಿನಿ,ಉಮಾಶ್ರೀ	[272, 1308, 391, 1339]
paragraph: ದಿವ್ಯಾಂಗ ಮಕ್ಕಳ ಕ್ರೀಡಾ ಹಾಗೂ ಸಾಂಸ್ಕೃತಿಕ ಸ್ಪರ್ಧೆಗಳ ಕಾರ್ಯಕ್ರಮ ಉದ್ಘಾಟಿಸಿ ಮಾತನಾಡಿದ ಅವರು, ಸರ್ಕಾರದ ವಿವಿಧ ಸೌಲಭ್ಯಗಳು ಅರ್ಹರಿಗೆ ತಲುಪುವಂತೆ ಅಧಿಕಾರಿಗಳು ಶ್ರಮಿಸಬೇಕು ಎಂದರು.	[944, 1767, 1220, 1926]
chitradarshini-box	[105, 1104, 410, 1763]
divyanga-headline: ದಿವ್ಯಾಂಗಗಳಿಗೆ ಅವಕಾಶ ಕೊಡಿ: ವೆಂಕಟೇಶಪ್ಪ	[618, 1724, 991, 1753]
tv-listing-name: ಇಂದು ಬೆಳಿಗ್ಗೆ 10 ಘಂಟೆಗೆ	[280, 604, 385, 618]
tv-listing-cast: ಶ್ರೀನಾಥ್, ಶಂಕರನಾಗ್ ಅಂಬರೀಶ್, ಜಯಮಾಲಾ ಲಕ್ಷ್ಮಿ, ಅಮರನಾಥ್	[423, 1274, 609, 1304]
paragraph: ಬೆಂಗಳೂರು ಗ್ರಾಮಾಂತರ ಜಿಲ್ಲೆಯ ಭಾರತೀಯ ಕಿಸಾನ್ ಸಂಘದ ಪದಾಧಿಕಾರಿಗಳು ಕೃಷಿ ನೀತಿಗಳ ಕುರಿತು ಸಮಾಲೋಚನಾ ಸಭೆ ನಡೆಸಿ ಹಲವು ನಿರ್ಣಯ ಕೈಗೊಂಡರು.	[1381, 1588, 1530, 1669]
tv-listing-name: ರೌಡಿ ಇನ್ಸ್‌ಪೆಕ್ಟರ್	[291, 546, 373, 563]
paragraph: ಈ ಬಗ್ಗೆ ಶೀಘ್ರ ತೀರ್ಮಾನ ಕೈಗೊಳ್ಳದಿದ್ದರೆ ಪ್ರತಿಭಟನೆ ನಡೆಸುವುದಾಗಿ ರೈತ ಮುಖಂಡರು ಎಚ್ಚರಿಸಿದ್ದಾರೆ.	[421, 588, 611, 636]
market-footer: ಆವಕ 1550 ಕ್ವಿಂಟಾಲ್	[1314, 1111, 1436, 1130]
tv-listing-item	[265, 725, 401, 742]
